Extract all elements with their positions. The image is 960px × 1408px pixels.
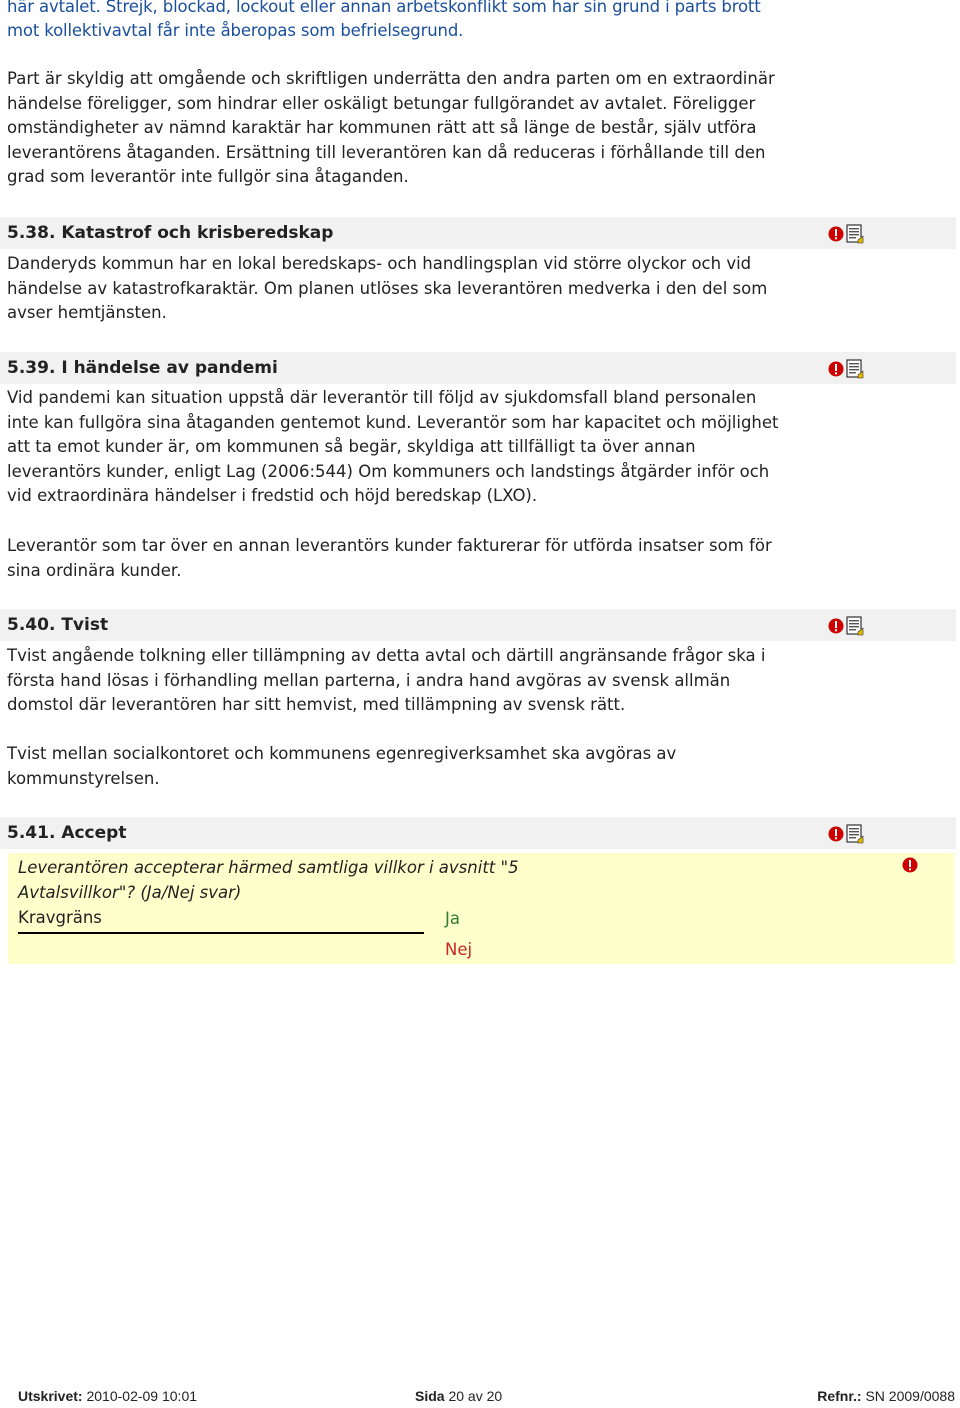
footer-page [415, 1388, 502, 1404]
section-title [7, 614, 108, 636]
intro-paragraph: Part är skyldig att omgående och skriftligen underrätta den andra parten om en extraordinär händelse föreligger, som hindrar eller oskäligt betungar fullgörandet av avtalet. Föreligger omständigheter av nämnd karaktär har kommunen rätt att så länge de består, själv utföra leverantörens åtaganden. Ersättning till leverantören kan då reduceras i förhållande till den grad som leverantör inte fullgör sina åtaganden. [7, 69, 775, 186]
section-paragraph: Vid pandemi kan situation uppstå där leverantör till följd av sjukdomsfall bland personalen inte kan fullgöra sina åtaganden gentemot kund. Leverantör som har kapacitet och möjlighet att ta emot kunder är, om kommunen så begär, skyldiga att tillfälligt ta över annan leverantörs kunder, enligt Lag (2006:544) Om kommuners och landstings åtgärder inför och vid extraordinära händelser i fredstid och höjd beredskap (LXO). [7, 388, 779, 505]
section-header-5-41 [0, 817, 956, 849]
section-header-5-39 [0, 352, 956, 384]
exclamation-alert-icon[interactable] [828, 226, 844, 246]
footer-ref-label: Refnr.: [817, 1388, 862, 1404]
section-title [7, 222, 333, 244]
section-paragraph: Tvist angående tolkning eller tillämpning av detta avtal och därtill angränsande frågor ska i första hand lösas i förhandling mellan parterna, i andra hand avgöras av svensk allmän domstol där leverantören har sitt hemvist, med tillämpning av svensk rätt. [7, 646, 766, 714]
section-paragraph: Tvist mellan socialkontoret och kommunens egenregiverksamhet ska avgöras av kommunstyrelsen. [7, 744, 677, 788]
exclamation-alert-icon[interactable] [828, 361, 844, 381]
footer-printed-label: Utskrivet: [18, 1388, 83, 1404]
page-footer [0, 1388, 960, 1408]
answer-yes[interactable]: Ja [445, 909, 460, 928]
footer-printed-value: 2010-02-09 10:01 [86, 1388, 198, 1404]
document-note-icon[interactable] [846, 824, 864, 848]
intro-line-2: mot kollektivavtal får inte åberopas som befrielsegrund. [7, 21, 464, 40]
document-note-icon[interactable] [846, 224, 864, 248]
section-name: Katastrof och krisberedskap [61, 223, 334, 243]
section-name: I händelse av pandemi [61, 358, 278, 378]
footer-ref [817, 1388, 955, 1404]
document-note-icon[interactable] [846, 616, 864, 640]
exclamation-alert-icon[interactable] [828, 618, 844, 638]
footer-page-label: Sida [415, 1388, 445, 1404]
section-number: 5.38. [7, 223, 56, 243]
section-number: 5.40. [7, 615, 56, 635]
section-title [7, 357, 278, 379]
document-note-icon[interactable] [846, 359, 864, 383]
exclamation-alert-icon[interactable] [828, 826, 844, 846]
section-title [7, 822, 126, 844]
section-header-5-38 [0, 217, 956, 249]
section-header-5-40 [0, 609, 956, 641]
section-name: Tvist [61, 615, 109, 635]
footer-printed [18, 1388, 197, 1404]
intro-line-1: här avtalet. Strejk, blockad, lockout eller annan arbetskonflikt som har sin grund i parts brott [7, 0, 761, 16]
accept-question: Leverantören accepterar härmed samtliga villkor i avsnitt "5 Avtalsvillkor"? (Ja/Nej svar) [18, 858, 519, 902]
exclamation-alert-icon [902, 857, 918, 877]
section-paragraph: Danderyds kommun har en lokal beredskaps- och handlingsplan vid större olyckor och vid händelse av katastrofkaraktär. Om planen utlöses ska leverantören medverka i den del som avser hemtjänsten. [7, 254, 768, 322]
requirement-label: Kravgräns [18, 906, 424, 934]
footer-ref-value: SN 2009/0088 [865, 1388, 955, 1404]
section-number: 5.41. [7, 823, 56, 843]
section-number: 5.39. [7, 358, 56, 378]
section-name: Accept [61, 823, 127, 843]
section-paragraph: Leverantör som tar över en annan leverantörs kunder fakturerar för utförda insatser som för sina ordinära kunder. [7, 536, 772, 580]
footer-page-value: 20 av 20 [448, 1388, 503, 1404]
accept-question-box [8, 853, 955, 964]
answer-no[interactable]: Nej [445, 940, 473, 959]
